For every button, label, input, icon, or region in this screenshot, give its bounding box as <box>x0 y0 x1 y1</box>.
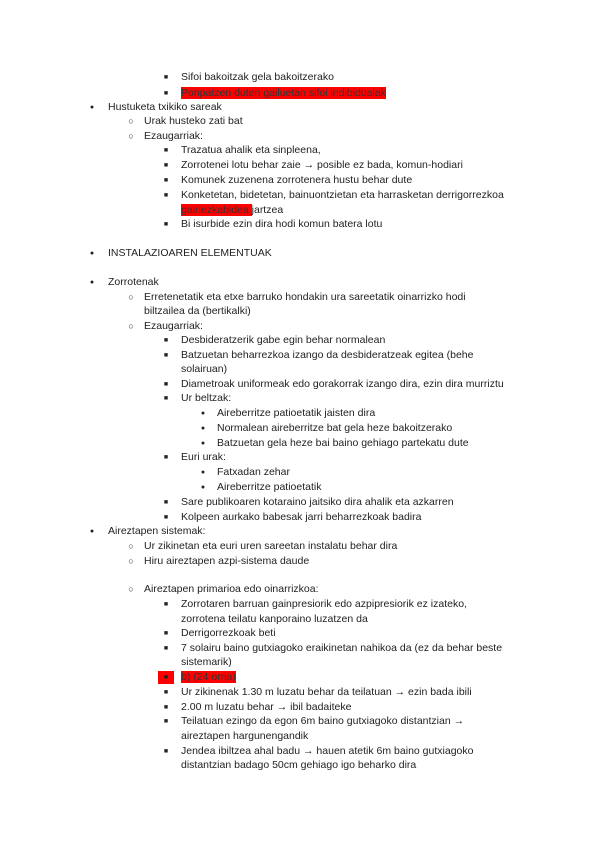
bullet-icon: ○ <box>128 292 134 302</box>
list-item-text: Kolpeen aurkako babesak jarri beharrezkoak badira <box>181 511 422 523</box>
list-item <box>144 320 203 333</box>
list-item <box>144 555 309 568</box>
list-item-text: Zorrotaren barruan gainpresiorik edo azpipresiorik ez izateko, <box>181 598 467 610</box>
list-item-text: Ezaugarriak: <box>144 320 203 332</box>
list-item <box>181 701 351 714</box>
list-item <box>181 334 385 347</box>
list-item-text: Bi isurbide ezin dira hodi komun batera lotu <box>181 218 383 230</box>
bullet-icon: ■ <box>163 645 169 652</box>
list-item <box>217 407 375 420</box>
list-item-text: Sare publikoaren kotaraino jaitsiko dira ahalik eta azkarren <box>181 496 454 508</box>
bullet-icon: ○ <box>128 131 134 141</box>
list-item-text: Batzuetan gela heze bai baino gehiago partekatu dute <box>217 437 469 449</box>
list-item <box>181 349 473 362</box>
bullet-icon: ■ <box>163 177 169 184</box>
bullet-icon: ■ <box>163 337 169 344</box>
bullet-icon: ■ <box>163 74 169 81</box>
list-item <box>108 276 159 289</box>
bullet-icon: ■ <box>163 630 169 637</box>
list-item <box>181 451 226 464</box>
list-item <box>144 305 251 318</box>
bullet-icon: ■ <box>163 689 169 696</box>
list-item <box>217 437 469 450</box>
list-item-text: Teilatuan ezingo da egon 6m baino gutxiagoko distantzian → <box>181 715 465 727</box>
highlighted-text: Ponpatzen duten gailuetan sifoi indibidualak <box>181 87 386 99</box>
list-item-text: Ur beltzak: <box>181 392 232 404</box>
list-item <box>108 525 205 538</box>
list-item <box>181 642 502 655</box>
list-item <box>181 745 473 758</box>
list-item-text: Diametroak uniformeak edo gorakorrak izango dira, ezin dira murriztu <box>181 378 504 390</box>
list-item-text: distantzian badago 50cm gehiago igo beharko dira <box>181 759 417 771</box>
bullet-icon: ● <box>89 528 95 535</box>
highlighted-text: b) (24 orria) <box>181 671 236 683</box>
list-item-text: Normalean aireberritze bat gela heze bakoitzerako <box>217 422 453 434</box>
list-item <box>181 613 368 626</box>
list-item-text: 7 solairu baino gutxiagoko eraikinetan nahikoa da (ez da behar beste <box>181 642 503 654</box>
bullet-icon: ■ <box>163 381 169 388</box>
bullet-icon: ■ <box>163 748 169 755</box>
list-item <box>181 627 276 640</box>
list-item-text: Hiru aireztapen azpi-sistema daude <box>144 555 310 567</box>
list-item-text: Ur zikinenak 1.30 m luzatu behar da teilatuan → ezin bada ibili <box>181 686 472 698</box>
bullet-icon: ○ <box>128 541 134 551</box>
list-item <box>144 291 466 304</box>
list-item <box>181 671 236 684</box>
list-item-text: Aireberritze patioetatik <box>217 481 322 493</box>
bullet-icon: ● <box>89 104 95 111</box>
list-item <box>181 87 386 100</box>
list-item <box>108 101 222 114</box>
list-item-text: Aireberritze patioetatik jaisten dira <box>217 407 376 419</box>
list-item <box>217 481 321 494</box>
list-item-text: Derrigorrezkoak beti <box>181 627 276 639</box>
bullet-icon: ● <box>200 410 206 417</box>
bullet-icon: ● <box>89 250 95 257</box>
bullet-icon: ■ <box>163 147 169 154</box>
list-item <box>108 247 272 260</box>
list-item-text: Ur zikinetan eta euri uren sareetan instalatu behar dira <box>144 540 398 552</box>
list-item <box>181 730 308 743</box>
list-item <box>181 392 231 405</box>
list-item-text: Konketetan, bidetetan, bainuontzietan eta harrasketan derrigorrezkoa <box>181 189 504 201</box>
list-item-text: Komunek zuzenena zorrotenera hustu behar dute <box>181 174 413 186</box>
list-item <box>181 715 464 728</box>
list-item <box>181 174 412 187</box>
list-item <box>181 759 416 772</box>
list-item-text: solairuan) <box>181 363 228 375</box>
list-item-text: 2.00 m luzatu behar → ibil badaiteke <box>181 701 352 713</box>
list-item <box>144 130 203 143</box>
list-item-text: Aireztapen sistemak: <box>108 525 206 537</box>
bullet-icon: ● <box>200 469 206 476</box>
list-item <box>181 686 472 699</box>
bullet-icon: ■ <box>163 514 169 521</box>
list-item-text: zorrotena teilatu kanporaino luzatzen da <box>181 613 368 625</box>
bullet-icon: ■ <box>163 718 169 725</box>
list-item-text: Erretenetatik eta etxe barruko hondakin ura sareetatik oinarrizko hodi <box>144 291 466 303</box>
bullet-icon: ■ <box>163 454 169 461</box>
list-item <box>181 218 382 231</box>
list-item-text: biltzailea da (bertikalki) <box>144 305 251 317</box>
bullet-icon: ■ <box>163 704 169 711</box>
list-item <box>144 583 319 596</box>
bullet-icon: ■ <box>158 671 174 684</box>
list-item <box>181 144 321 157</box>
list-item-text: Desbideratzerik gabe egin behar normalean <box>181 334 386 346</box>
list-item-text: Sifoi bakoitzak gela bakoitzerako <box>181 71 334 83</box>
list-item <box>181 656 232 669</box>
list-item-text: jartzea <box>251 204 284 216</box>
bullet-icon: ● <box>200 484 206 491</box>
list-item <box>181 189 504 202</box>
list-item-text: sistemarik) <box>181 656 232 668</box>
bullet-icon: ○ <box>128 116 134 126</box>
bullet-icon: ● <box>200 425 206 432</box>
bullet-icon: ■ <box>163 90 169 97</box>
list-item-text: Ezaugarriak: <box>144 130 203 142</box>
list-item-text: Jendea ibiltzea ahal badu → hauen atetik 6m baino gutxiagoko <box>181 745 474 757</box>
list-item <box>181 378 504 391</box>
list-item <box>181 363 227 376</box>
bullet-icon: ■ <box>163 601 169 608</box>
bullet-icon: ● <box>89 279 95 286</box>
list-item-text: Zorrotenak <box>108 276 159 288</box>
bullet-icon: ● <box>200 440 206 447</box>
list-item <box>217 422 452 435</box>
list-item-text: Trazatua ahalik eta sinpleena, <box>181 144 321 156</box>
list-item <box>217 466 290 479</box>
list-item-text: Euri urak: <box>181 451 226 463</box>
list-item-text: Hustuketa txikiko sareak <box>108 101 222 113</box>
list-item <box>181 204 283 217</box>
bullet-icon: ■ <box>163 395 169 402</box>
bullet-icon: ○ <box>128 321 134 331</box>
bullet-icon: ○ <box>128 556 134 566</box>
list-item <box>144 540 397 553</box>
highlighted-text: gainezkabidea <box>181 204 252 216</box>
list-item <box>144 115 243 128</box>
list-item-text: INSTALAZIOAREN ELEMENTUAK <box>108 247 272 259</box>
list-item-text: Urak husteko zati bat <box>144 115 243 127</box>
list-item-text: Batzuetan beharrezkoa izango da desbideratzeak egitea (behe <box>181 349 474 361</box>
list-item-text: aireztapen hargunengandik <box>181 730 309 742</box>
bullet-icon: ■ <box>163 162 169 169</box>
bullet-icon: ■ <box>163 499 169 506</box>
list-item <box>181 71 334 84</box>
list-item <box>181 511 421 524</box>
list-item-text: Aireztapen primarioa edo oinarrizkoa: <box>144 583 319 595</box>
bullet-icon: ○ <box>128 584 134 594</box>
bullet-icon: ■ <box>163 192 169 199</box>
list-item <box>181 159 463 172</box>
list-item <box>181 598 467 611</box>
list-item-text: Zorrotenei lotu behar zaie → posible ez bada, komun-hodiari <box>181 159 463 171</box>
bullet-icon: ■ <box>163 352 169 359</box>
list-item <box>181 496 454 509</box>
list-item-text: Fatxadan zehar <box>217 466 290 478</box>
bullet-icon: ■ <box>163 221 169 228</box>
